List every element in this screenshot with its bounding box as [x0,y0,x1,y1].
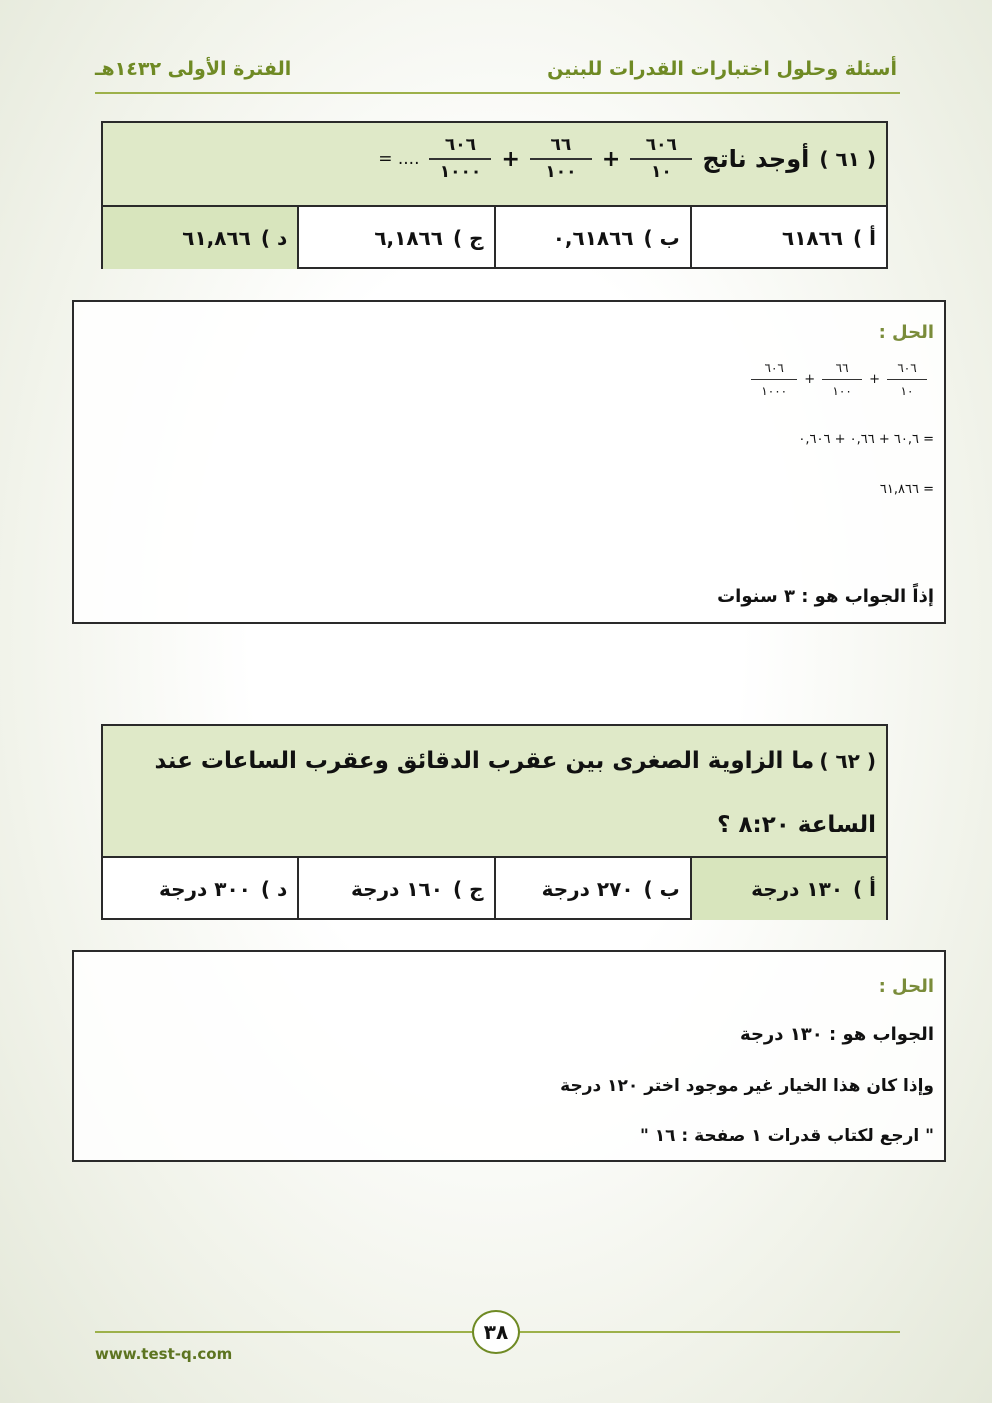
solution-step-2: = ٦٠,٦ + ٠,٦٦ + ٠,٦٠٦ [798,432,934,447]
option-b[interactable]: ب ) ٢٧٠ درجة [494,858,690,920]
solution-fractions: ٦٠٦ ١٠ + ٦٦ ١٠٠ + ٦٠٦ ١٠٠٠ [748,362,930,397]
question-62-text: ما الزاوية الصغرى بين عقرب الدقائق وعقرب الساعات عند [154,748,815,774]
question-61-prompt: أوجد ناتج [702,145,810,173]
solution-label: الحل : [878,322,934,343]
solution-reference: " ارجع لكتاب قدرات ١ صفحة : ١٦ " [639,1126,934,1146]
fraction-2: $\frac{٦٦}{١٠٠}$ [530,137,592,181]
question-61-number: ( ٦١ ) [819,147,876,171]
option-a-correct[interactable]: أ ) ١٣٠ درجة [690,858,886,920]
question-62 [101,724,888,920]
question-62-number: ( ٦٢ ) [819,749,876,773]
solution-62 [72,950,946,1162]
question-62-text-line2: الساعة ٨:٢٠ ؟ [717,812,876,838]
solution-answer: إذاً الجواب هو : ٣ سنوات [717,586,934,607]
fraction-1: $\frac{٦٠٦}{١٠}$ [630,137,692,181]
plus-sign: + [601,146,621,172]
option-d[interactable]: د ) ٣٠٠ درجة [158,877,288,901]
footer-divider-right [520,1331,900,1333]
header-book-title: أسئلة وحلول اختبارات القدرات للبنين [547,58,897,80]
equals-dots: = .... [378,149,420,169]
header-divider [95,92,900,94]
question-62-options [103,858,886,920]
footer-divider-left [95,1331,472,1333]
solution-note: وإذا كان هذا الخيار غير موجود اختر ١٢٠ درجة [560,1076,934,1096]
plus-sign: + [501,146,520,172]
page-number: ٣٨ [472,1310,520,1354]
option-c[interactable]: ج ) ٦,١٨٦٦ [297,207,493,269]
header-period: الفترة الأولى ١٤٣٢هـ [95,58,292,80]
option-b[interactable]: ب ) ٠,٦١٨٦٦ [494,207,690,269]
question-62-stem [103,726,886,858]
option-c[interactable]: ج ) ١٦٠ درجة [297,858,493,920]
solution-step-3: = ٦١,٨٦٦ [879,482,934,497]
website-url[interactable]: www.test-q.com [95,1345,233,1363]
option-d-correct[interactable]: د ) ٦١,٨٦٦ [103,207,297,269]
question-61-stem [103,123,886,207]
solution-61 [72,300,946,624]
question-61-options [103,207,886,269]
option-a[interactable]: أ ) ٦١٨٦٦ [690,207,886,269]
solution-label: الحل : [878,976,934,997]
solution-answer: الجواب هو : ١٣٠ درجة [740,1024,934,1045]
fraction-3: $\frac{٦٠٦}{١٠٠٠}$ [429,137,491,181]
question-61 [101,121,888,269]
